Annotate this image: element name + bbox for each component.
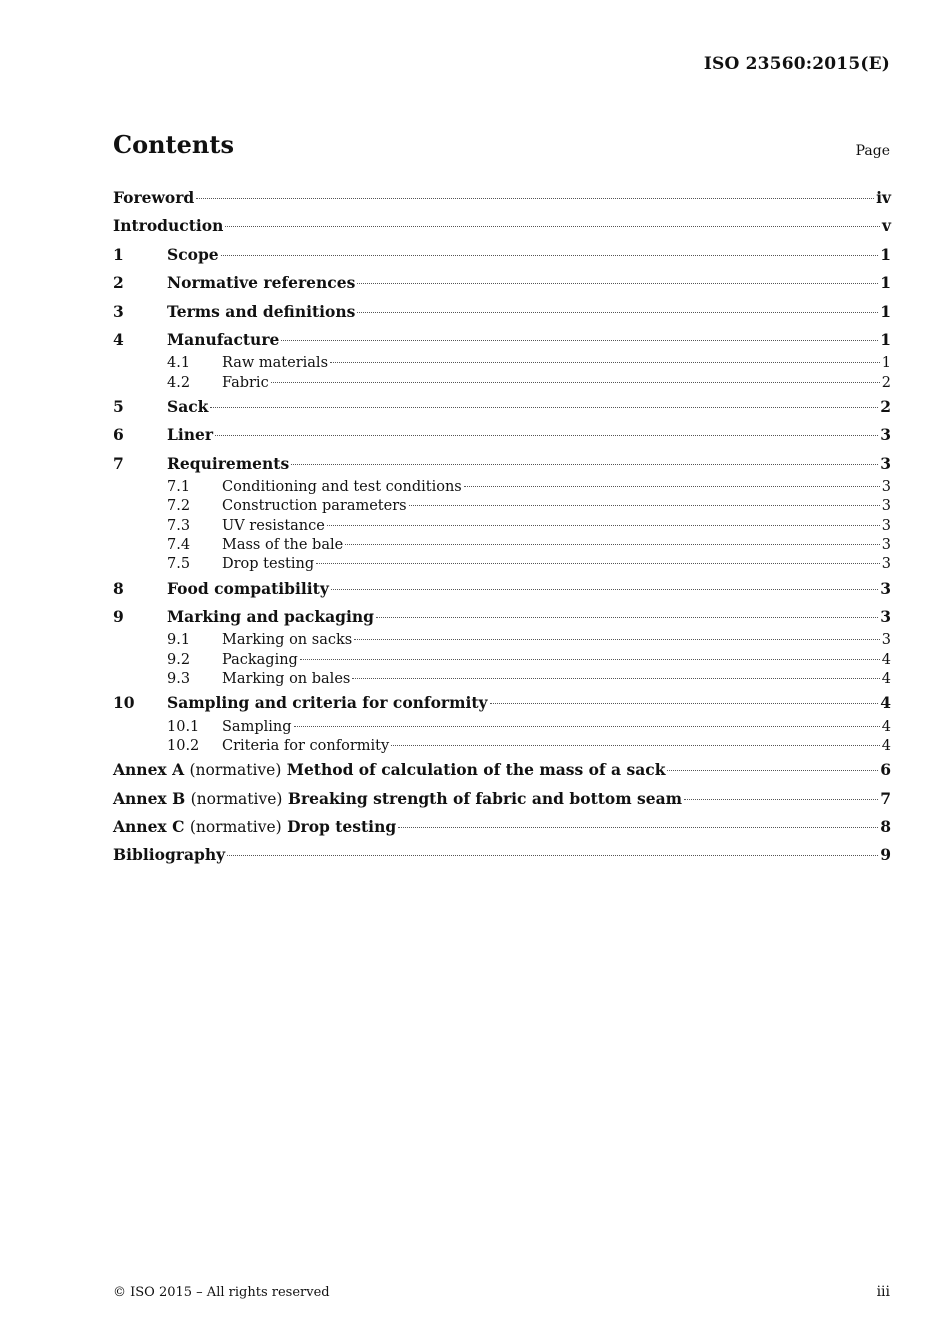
dot-leader [490, 703, 879, 704]
toc-entry-food-compatibility[interactable] [113, 575, 891, 603]
toc-entry-number: 10 [113, 693, 135, 713]
toc-entry-page: 7 [880, 788, 891, 808]
dot-leader [352, 678, 879, 679]
toc-entry-scope[interactable] [113, 241, 891, 269]
toc-entry-page: 3 [881, 556, 891, 573]
toc-entry-packaging[interactable] [113, 651, 891, 670]
toc-entry-page: 3 [880, 578, 891, 598]
toc-entry-page: v [881, 216, 891, 236]
dot-leader [331, 589, 878, 590]
toc-entry-page: 8 [880, 817, 891, 837]
toc-entry-title: Raw materials [222, 355, 329, 372]
toc-entry-number: 5 [113, 396, 124, 416]
toc-entry-page: 3 [880, 453, 891, 473]
toc-entry-annex-a[interactable] [113, 756, 891, 784]
copyright-notice: © ISO 2015 – All rights reserved [113, 1285, 330, 1300]
dot-leader [294, 726, 880, 727]
toc-entry-page: 3 [881, 632, 891, 649]
toc-entry-number: 10.1 [167, 718, 200, 735]
toc-entry-title: Drop testing [222, 556, 315, 573]
dot-leader [354, 639, 880, 640]
toc-entry-title: Marking and packaging [167, 606, 374, 626]
dot-leader [357, 283, 878, 284]
dot-leader [281, 340, 878, 341]
dot-leader [684, 799, 878, 800]
toc-entry-number: 9.1 [167, 632, 191, 649]
dot-leader [345, 544, 880, 545]
toc-entry-annex-b[interactable] [113, 785, 891, 813]
annex-label: Annex A [113, 760, 185, 780]
toc-entry-number: 8 [113, 578, 124, 598]
toc-entry-marking-on-bales[interactable] [113, 670, 891, 689]
toc-entry-uv-resistance[interactable] [113, 517, 891, 536]
toc-entry-title: Requirements [167, 453, 290, 473]
toc-entry-raw-materials[interactable] [113, 354, 891, 373]
annex-type: (normative) [189, 818, 282, 837]
toc-entry-terms-and-definitions[interactable] [113, 298, 891, 326]
toc-entry-title: Foreword [113, 188, 195, 207]
toc-entry-number: 9.2 [167, 651, 191, 668]
toc-entry-sampling-and-criteria[interactable] [113, 689, 891, 717]
dot-leader [357, 312, 878, 313]
toc-entry-number: 4.2 [167, 374, 191, 391]
toc-entry-title: Introduction [113, 216, 224, 236]
toc-entry-page: 4 [881, 737, 891, 754]
toc-entry-page: 9 [880, 845, 891, 865]
toc-entry-criteria-for-conformity[interactable] [113, 737, 891, 756]
toc-entry-page: 4 [881, 718, 891, 735]
toc-entry-title: Bibliography [113, 845, 226, 865]
toc-entry-number: 7 [113, 453, 124, 473]
toc-entry-page: 1 [880, 301, 891, 321]
toc-entry-number: 9.3 [167, 670, 191, 687]
toc-entry-title: Food compatibility [167, 578, 329, 598]
dot-leader [196, 198, 874, 199]
toc-entry-page: 1 [880, 329, 891, 349]
dot-leader [227, 855, 878, 856]
toc-entry-number: 4 [113, 329, 124, 349]
table-of-contents [113, 184, 891, 870]
dot-leader [221, 255, 879, 256]
toc-entry-title: Conditioning and test conditions [222, 479, 462, 496]
toc-entry-page: 3 [881, 537, 891, 553]
contents-heading: Contents [113, 130, 234, 159]
toc-entry-drop-testing[interactable] [113, 555, 891, 574]
toc-entry-page: 1 [880, 273, 891, 293]
toc-entry-number: 4.1 [167, 355, 191, 372]
dot-leader [300, 659, 880, 660]
toc-entry-page: 2 [881, 374, 891, 391]
toc-entry-foreword[interactable] [113, 184, 891, 212]
toc-entry-title: Mass of the bale [222, 537, 344, 553]
toc-entry-title: Criteria for conformity [222, 737, 390, 754]
dot-leader [667, 770, 878, 771]
toc-entry-title: Construction parameters [222, 498, 407, 515]
annex-type: (normative) [189, 761, 282, 780]
toc-entry-conditioning[interactable] [113, 478, 891, 497]
toc-entry-mass-of-bale[interactable] [113, 536, 891, 555]
dot-leader [215, 435, 878, 436]
annex-title: Method of calculation of the mass of a sack [286, 760, 666, 780]
dot-leader [291, 464, 878, 465]
dot-leader [330, 362, 880, 363]
dot-leader [464, 486, 880, 487]
document-id: ISO 23560:2015(E) [703, 54, 890, 74]
toc-entry-number: 10.2 [167, 737, 200, 754]
toc-entry-annex-c[interactable] [113, 813, 891, 841]
toc-entry-number: 3 [113, 301, 124, 321]
toc-entry-title: Fabric [222, 374, 269, 391]
toc-entry-title: Liner [167, 425, 214, 445]
toc-entry-page: 4 [881, 651, 891, 668]
toc-entry-marking-on-sacks[interactable] [113, 631, 891, 650]
toc-entry-page: 4 [881, 670, 891, 687]
dot-leader [398, 827, 878, 828]
toc-entry-page: 3 [880, 606, 891, 626]
toc-entry-number: 7.3 [167, 517, 191, 534]
toc-entry-title: Scope [167, 244, 219, 264]
toc-entry-title: Packaging [222, 651, 298, 668]
toc-entry-title: Sampling and criteria for conformity [167, 693, 488, 713]
toc-entry-title [113, 785, 682, 813]
toc-entry-number: 9 [113, 606, 124, 626]
toc-entry-title: Normative references [167, 273, 356, 293]
toc-entry-title: Sack [167, 396, 209, 416]
toc-entry-liner[interactable] [113, 421, 891, 449]
toc-entry-title [113, 756, 665, 784]
toc-entry-title: Manufacture [167, 329, 280, 349]
footer-page-number: iii [876, 1284, 890, 1300]
toc-entry-number: 7.4 [167, 537, 191, 553]
dot-leader [271, 382, 880, 383]
toc-entry-number: 7.5 [167, 556, 191, 573]
dot-leader [210, 407, 878, 408]
toc-entry-page: 3 [881, 517, 891, 534]
toc-entry-number: 6 [113, 425, 124, 445]
annex-label: Annex C [113, 817, 185, 837]
toc-entry-number: 1 [113, 244, 124, 264]
toc-entry-manufacture[interactable] [113, 326, 891, 354]
dot-leader [376, 617, 878, 618]
toc-entry-page: 1 [880, 244, 891, 264]
toc-entry-title [113, 813, 396, 841]
toc-entry-sampling[interactable] [113, 718, 891, 737]
toc-entry-marking-and-packaging[interactable] [113, 603, 891, 631]
toc-entry-construction-parameters[interactable] [113, 497, 891, 516]
annex-type: (normative) [190, 789, 283, 808]
annex-label: Annex B [113, 788, 186, 808]
toc-entry-page: 2 [880, 396, 891, 416]
toc-entry-page: iv [876, 188, 891, 207]
toc-entry-title: UV resistance [222, 517, 325, 534]
toc-entry-introduction[interactable] [113, 212, 891, 240]
toc-entry-fabric[interactable] [113, 374, 891, 393]
toc-entry-page: 3 [880, 425, 891, 445]
toc-entry-title: Marking on bales [222, 670, 351, 687]
toc-entry-requirements[interactable] [113, 450, 891, 478]
toc-entry-page: 1 [881, 355, 891, 372]
dot-leader [409, 505, 880, 506]
toc-entry-title: Sampling [222, 718, 292, 735]
toc-entry-number: 2 [113, 273, 124, 293]
toc-entry-page: 3 [881, 479, 891, 496]
toc-entry-number: 7.2 [167, 498, 191, 515]
annex-title: Drop testing [287, 817, 397, 837]
toc-entry-page: 3 [881, 498, 891, 515]
toc-entry-title: Marking on sacks [222, 632, 353, 649]
toc-entry-number: 7.1 [167, 479, 191, 496]
dot-leader [391, 745, 880, 746]
toc-entry-page: 6 [880, 760, 891, 780]
dot-leader [225, 226, 880, 227]
toc-entry-page: 4 [880, 693, 891, 713]
toc-entry-bibliography[interactable] [113, 841, 891, 869]
page-column-label: Page [855, 143, 890, 159]
toc-entry-sack[interactable] [113, 393, 891, 421]
toc-entry-title: Terms and definitions [167, 301, 356, 321]
toc-entry-normative-references[interactable] [113, 269, 891, 297]
annex-title: Breaking strength of fabric and bottom seam [287, 788, 683, 808]
dot-leader [316, 563, 880, 564]
dot-leader [327, 525, 880, 526]
